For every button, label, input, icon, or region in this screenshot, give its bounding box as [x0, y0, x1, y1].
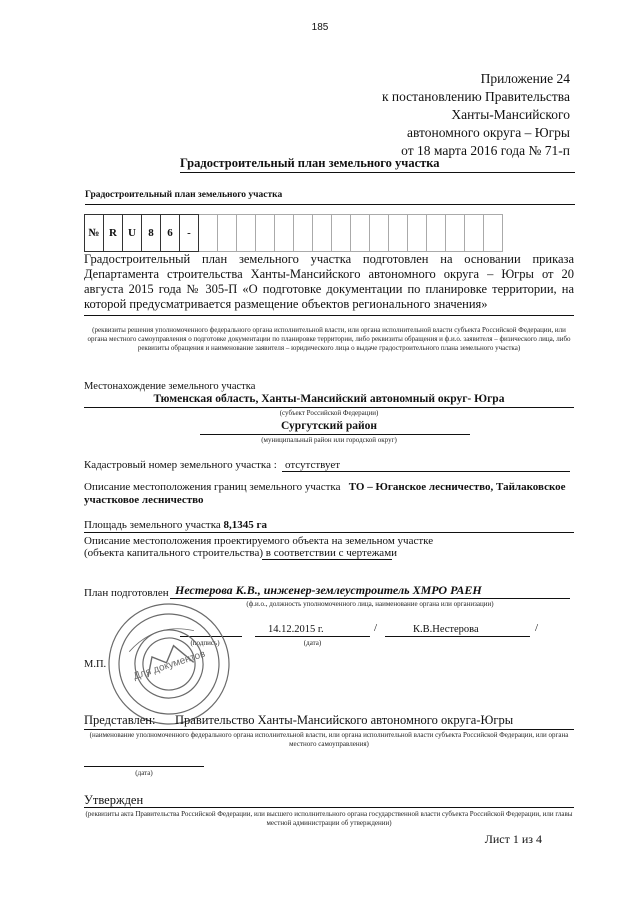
boundary-description: [84, 481, 574, 507]
date-caption: (дата): [303, 639, 322, 647]
divider: [385, 636, 530, 637]
approved-caption: (реквизиты акта Правительства Российской Федерации, или высшего исполнительного органа государственной власти субъекта Российской Федерации, или главы местной администрации об утверждении): [85, 810, 573, 827]
section-title: Градостроительный план земельного участка: [85, 190, 283, 200]
boundary-label: Описание местоположения границ земельного участка: [84, 481, 341, 493]
reg-number-cell: U: [123, 215, 142, 252]
seal-placeholder: М.П.: [84, 659, 107, 670]
reg-number-cell: [465, 215, 484, 252]
prepared-value: Нестерова К.В., инженер-землеустроитель ХМРО РАЕН: [175, 583, 482, 597]
date-line: [84, 766, 204, 767]
basis-text: Градостроительный план земельного участка подготовлен на основании приказа Департамента строительства Ханты-Мансийского автономного округа – Югры от 20 августа 2015 года № 305-П «О подготовке документации по планировке территории, на которой предусматривается размещение объектов регионального значения»: [84, 252, 574, 311]
area-row: [84, 519, 267, 531]
reg-number-cell: [313, 215, 332, 252]
project-line: Описание местоположения проектируемого объекта на земельном участке: [84, 535, 434, 547]
project-value: в соответствии с чертежами: [265, 547, 398, 559]
reg-number-cell: [237, 215, 256, 252]
divider: [85, 204, 575, 205]
reg-number-cell: [427, 215, 446, 252]
reg-number-cell: [389, 215, 408, 252]
reg-number-cell: [408, 215, 427, 252]
area-label: Площадь земельного участка: [84, 519, 221, 531]
separator: /: [374, 622, 378, 634]
stamp-seal-icon: [105, 600, 233, 728]
project-description: [84, 535, 574, 559]
reg-number-cell: [351, 215, 370, 252]
divider: [180, 172, 575, 173]
represented-value: Правительство Ханты-Мансийского автономного округа-Югры: [175, 713, 514, 727]
divider: [84, 729, 574, 730]
prepared-caption: (ф.и.о., должность уполномоченного лица, наименование органа или организации): [246, 600, 494, 608]
divider: [84, 407, 574, 408]
registration-number-grid: [84, 214, 503, 252]
project-line: (объекта капитального строительства): [84, 547, 264, 559]
reg-number-cell: [218, 215, 237, 252]
location-label: Местонахождение земельного участка: [84, 381, 256, 392]
appendix-line: к постановлению Правительства: [381, 89, 570, 104]
appendix-line: Приложение 24: [480, 71, 570, 86]
reg-number-cell: [332, 215, 351, 252]
reg-number-cell: [370, 215, 389, 252]
represented-label: Представлен:: [84, 713, 156, 727]
boundary-value: ТО – Юганское лесничество, Тайлаковское участковое лесничество: [84, 481, 566, 506]
separator: /: [535, 622, 539, 634]
reg-number-cell: -: [180, 215, 199, 252]
divider: [255, 636, 370, 637]
divider: [170, 598, 570, 599]
divider: [84, 807, 574, 808]
page-number: 185: [311, 22, 329, 33]
divider: [262, 559, 392, 560]
reg-number-cell: [484, 215, 503, 252]
appendix-header: [382, 70, 570, 160]
region-caption: (субъект Российской Федерации): [279, 409, 379, 417]
cadastral-label: Кадастровый номер земельного участка :: [84, 459, 277, 471]
reg-number-cell: [275, 215, 294, 252]
reg-number-cell: [446, 215, 465, 252]
area-value: 8,1345 га: [223, 519, 268, 531]
appendix-line: Ханты-Мансийского: [451, 107, 570, 122]
appendix-line: от 18 марта 2016 года № 71-п: [401, 143, 570, 158]
stamp-text: Для документов: [132, 648, 207, 683]
cadastral-value: отсутствует: [285, 459, 341, 471]
approved-label: Утвержден: [84, 793, 144, 807]
divider: [282, 471, 570, 472]
divider: [84, 315, 574, 316]
document-title: Градостроительный план земельного участка: [180, 156, 440, 170]
reg-number-cell: R: [104, 215, 123, 252]
signature-caption: (подпись): [190, 639, 220, 647]
district-value: Сургутский район: [281, 420, 377, 432]
reg-number-cell: 6: [161, 215, 180, 252]
sheet-indicator: Лист 1 из 4: [484, 832, 542, 846]
reg-number-cell: [256, 215, 275, 252]
reg-number-cell: №: [85, 215, 104, 252]
reg-number-cell: [199, 215, 218, 252]
appendix-line: автономного округа – Югры: [407, 125, 570, 140]
project-line-2: [84, 547, 574, 559]
reg-number-cell: [294, 215, 313, 252]
region-value: Тюменская область, Ханты-Мансийский автономный округ- Югра: [153, 393, 505, 405]
reg-number-cell: 8: [142, 215, 161, 252]
basis-caption: (реквизиты решения уполномоченного федерального органа исполнительной власти, или органа исполнительной власти субъекта Российской Федерации, или органа местного самоуправления о подготовке документации по планировке территории, либо реквизиты обращения и ф.и.о. заявителя – физического лица, либо реквизиты обращения и наименование заявителя – юридического лица о выдаче градостроительного плана земельного участка): [87, 326, 571, 352]
district-caption: (муниципальный район или городской округ): [261, 436, 397, 444]
date-caption: (дата): [135, 769, 153, 777]
prepared-label: План подготовлен: [84, 587, 169, 599]
represented-caption: (наименование уполномоченного федерального органа исполнительной власти, или органа исполнительной власти субъекта Российской Федерации, или органа местного самоуправления): [89, 731, 569, 748]
signer-name: К.В.Нестерова: [413, 624, 479, 635]
divider: [200, 434, 470, 435]
divider: [84, 532, 574, 533]
date-value: 14.12.2015 г.: [268, 624, 324, 635]
